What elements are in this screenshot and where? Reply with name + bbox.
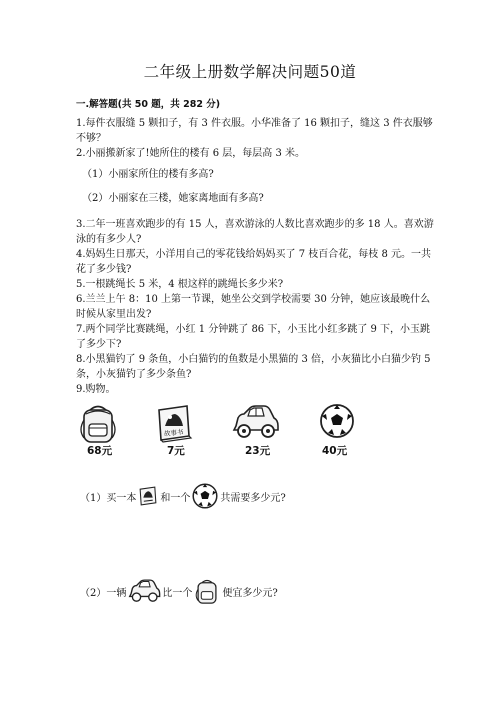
question-5: 5.一根跳绳长 5 米，4 根这样的跳绳长多少米?: [76, 279, 284, 290]
storybook-icon: [137, 485, 159, 507]
soccer-ball-icon: [318, 402, 356, 444]
question-1: 1.每件衣服缝 5 颗扣子，有 3 件衣服。小华准备了 16 颗扣子，缝这 3 件衣服够不够？: [76, 118, 433, 144]
sq2-suffix: 便宜多少元?: [222, 587, 278, 599]
question-9: 9.购物。: [76, 384, 116, 395]
soccer-ball-icon: [191, 482, 219, 510]
sq2-prefix: （2）一辆: [80, 587, 127, 599]
question-2-part-1: （1）小丽家所住的楼有多高?: [82, 169, 214, 180]
question-2: 2.小丽搬新家了!她所住的楼有 6 层，每层高 3 米。: [76, 148, 305, 159]
sq1-suffix: 共需要多少元?: [220, 492, 286, 504]
backpack-icon: [76, 402, 120, 448]
shopping-question-1: [80, 481, 286, 511]
section-heading: 一.解答题(共 50 题，共 282 分): [76, 99, 221, 110]
storybook-icon: [153, 402, 195, 448]
page-title: 二年级上册数学解决问题50道: [143, 63, 357, 81]
shopping-question-2: [80, 576, 278, 606]
question-6: 6.兰兰上午 8：10 上第一节课，她坐公交到学校需要 30 分钟，她应该最晚什么时候从家里出发?: [76, 294, 431, 320]
storybook-price: 7元: [167, 445, 185, 457]
backpack-price: 68元: [87, 445, 113, 457]
toy-car-price: 23元: [245, 445, 271, 457]
sq1-mid: 和一个: [160, 492, 191, 504]
sq1-prefix: （1）买一本: [80, 492, 137, 504]
storybook-cover-text: 故事书: [163, 428, 184, 439]
question-4: 4.妈妈生日那天，小洋用自己的零花钱给妈妈买了 7 枝百合花，每枝 8 元。一共花了多少钱?: [76, 249, 431, 275]
question-2-part-2: （2）小丽家在三楼，她家离地面有多高?: [82, 193, 264, 204]
question-7: 7.两个同学比赛跳绳，小红 1 分钟跳了 86 下，小玉比小红多跳了 9 下，小玉跳了多少下?: [76, 324, 431, 350]
toy-car-icon: [230, 404, 280, 444]
question-3: 3.二年一班喜欢跑步的有 15 人，喜欢游泳的人数比喜欢跑步的多 18 人。喜欢游泳的有多少人?: [76, 219, 434, 245]
question-8: 8.小黑猫钓了 9 条鱼，小白猫钓的鱼数是小黑猫的 3 倍，小灰猫比小白猫少钓 5 条，小灰猫钓了多少条鱼?: [76, 354, 431, 380]
sq2-mid: 比一个: [162, 587, 193, 599]
soccer-ball-price: 40元: [322, 445, 348, 457]
backpack-icon: [193, 577, 221, 605]
toy-car-icon: [127, 578, 161, 604]
